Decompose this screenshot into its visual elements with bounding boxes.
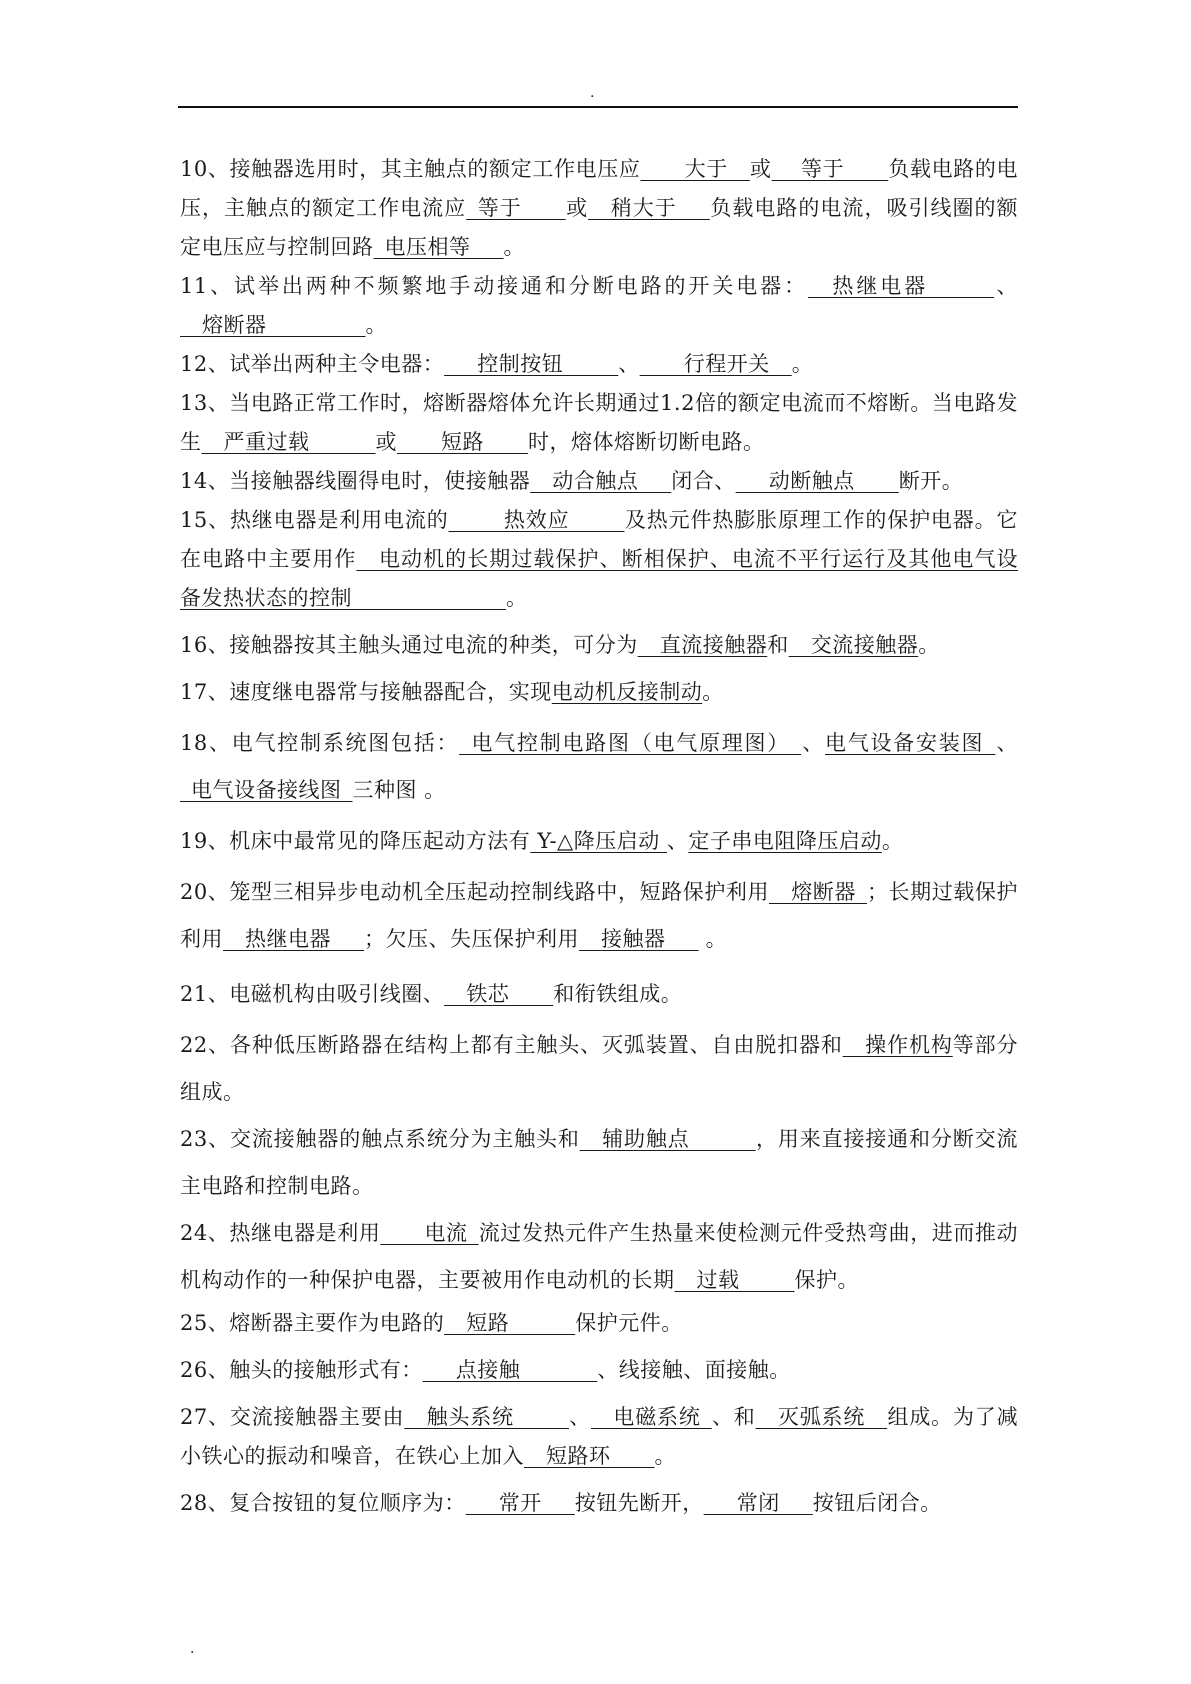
- question-19: [180, 822, 1018, 861]
- answer-blank: __ 等于____: [771, 157, 889, 181]
- question-27: [180, 1398, 1018, 1476]
- answer-blank: _电气设备接线图_: [180, 778, 353, 802]
- question-text: 、: [801, 731, 826, 755]
- answer-blank: __熔断器_: [769, 880, 867, 904]
- question-text: 、: [994, 274, 1018, 298]
- question-text: 16、接触器按其主触头通过电流的种类，可分为: [180, 633, 638, 657]
- question-text: ；欠压、失压保护利用: [364, 927, 579, 951]
- answer-blank: 电气设备安装图_: [825, 731, 996, 755]
- question-text: 28、复合按钮的复位顺序为：: [180, 1491, 466, 1515]
- question-text: 。: [503, 235, 525, 259]
- answer-blank: __交流接触器: [788, 633, 919, 657]
- question-text: 或: [749, 157, 772, 181]
- question-text: 21、电磁机构由吸引线圈、: [180, 982, 445, 1006]
- question-text: 23、交流接触器的触点系统分为主触头和: [180, 1127, 580, 1151]
- question-text: 等部分组成。: [180, 1033, 1019, 1104]
- answer-blank: __热继电器___: [223, 927, 364, 951]
- question-text: 。: [918, 633, 940, 657]
- question-text: 闭合、: [671, 469, 736, 493]
- answer-blank: ____大于__: [640, 157, 750, 181]
- question-16: [180, 626, 1018, 665]
- question-text: 。: [365, 313, 387, 337]
- question-text: 20、笼型三相异步电动机全压起动控制线路中，短路保护利用: [180, 880, 770, 904]
- question-text: 按钮后闭合。: [812, 1491, 942, 1515]
- question-text: 、线接触、面接触。: [597, 1358, 791, 1382]
- question-text: 、和: [711, 1405, 756, 1429]
- question-text: 26、触头的接触形式有：: [180, 1358, 423, 1382]
- answer-blank: _电气控制电路图（电气原理图）_: [459, 731, 801, 755]
- question-text: 15、热继电器是利用电流的: [180, 508, 449, 532]
- question-22: [180, 1022, 1018, 1116]
- question-14: [180, 462, 1018, 501]
- answer-blank: ___控制按钮_____: [444, 352, 619, 376]
- answer-blank: __操作机构: [842, 1033, 953, 1057]
- answer-blank: __直流接触器: [637, 633, 768, 657]
- question-text: 和衔铁组成。: [553, 982, 683, 1006]
- question-text: 、: [568, 1405, 592, 1429]
- question-text: 、: [618, 352, 640, 376]
- question-15: [180, 501, 1018, 618]
- question-text: 或: [375, 430, 397, 454]
- question-26: [180, 1351, 1018, 1390]
- question-text: 、: [995, 731, 1019, 755]
- answer-blank: __短路______: [444, 1311, 576, 1335]
- question-text: 27、交流接触器主要由: [180, 1405, 405, 1429]
- answer-blank: ____短路____: [397, 430, 528, 454]
- answer-blank: __严重过载______: [201, 430, 376, 454]
- answer-blank: _电压相等___: [373, 235, 504, 259]
- answer-blank: ____行程开关__: [639, 352, 792, 376]
- question-text: 14、当接触器线圈得电时，使接触器: [180, 469, 531, 493]
- question-10: [180, 150, 1018, 267]
- question-text: 19、机床中最常见的降压起动方法有: [180, 829, 531, 853]
- question-text: 11、试举出两种不频繁地手动接通和分断电路的开关电器：: [180, 274, 808, 298]
- question-28: [180, 1484, 1018, 1523]
- question-text: 。: [698, 927, 728, 951]
- question-21: [180, 975, 1018, 1014]
- answer-blank: __熔断器_________: [180, 313, 366, 337]
- question-text: 断开。: [898, 469, 964, 493]
- question-text: 25、熔断器主要作为电路的: [180, 1311, 445, 1335]
- answer-blank: __辅助触点______: [579, 1127, 756, 1151]
- question-24: [180, 1210, 1018, 1304]
- question-13: [180, 384, 1018, 462]
- question-text: 。: [654, 1444, 676, 1468]
- answer-blank: _____热效应_____: [448, 508, 625, 532]
- answer-blank: Y-△降压启动: [530, 829, 667, 853]
- question-text: 和: [767, 633, 789, 657]
- answer-blank: ___动断触点____: [735, 469, 899, 493]
- answer-blank: __铁芯____: [444, 982, 554, 1006]
- question-text: ，用来直接接通和分断交流主电路和控制电路。: [180, 1127, 1019, 1198]
- question-17: [180, 673, 1018, 712]
- answer-blank: ___常开___: [465, 1491, 575, 1515]
- answer-blank: 定子串电阻降压启动: [688, 829, 882, 853]
- question-20: [180, 869, 1018, 963]
- question-text: 。: [702, 680, 724, 704]
- answer-blank: __短路环____: [524, 1444, 655, 1468]
- header-rule: [178, 106, 1018, 108]
- question-text: 及热元件热膨胀原理工作的保护电器。它在电路中主要用作: [180, 508, 1019, 571]
- question-text: 、: [666, 829, 689, 853]
- question-text: 三种图 。: [352, 778, 446, 802]
- answer-blank: __灭弧系统__: [755, 1405, 888, 1429]
- answer-blank: _等于____: [466, 196, 566, 220]
- answer-blank: __电动机的长期过载保护、断相保护、电流不平行运行及其他电气设备发热状态的控制______________: [180, 547, 1019, 610]
- question-text: 组成。为了减小铁心的振动和噪音，在铁心上加入: [180, 1405, 1019, 1468]
- answer-blank: __接触器___: [579, 927, 699, 951]
- question-list: [180, 150, 1018, 1523]
- question-text: 保护。: [794, 1268, 859, 1292]
- question-18: [180, 720, 1018, 814]
- question-text: 。: [506, 586, 528, 610]
- question-text: 。: [791, 352, 814, 376]
- question-text: ；长期过载保护利用: [180, 880, 1018, 951]
- question-text: 负载电路的电压，主触点的额定工作电流应: [180, 157, 1019, 220]
- answer-blank: ___常闭___: [703, 1491, 813, 1515]
- question-text: 按钮先断开，: [574, 1491, 704, 1515]
- answer-blank: __动合触点___: [530, 469, 672, 493]
- question-text: 22、各种低压断路器在结构上都有主触头、灭弧装置、自由脱扣器和: [180, 1033, 843, 1057]
- answer-blank: ___点接触_______: [422, 1358, 598, 1382]
- question-11: [180, 267, 1018, 345]
- question-text: 17、速度继电器常与接触器配合，实现: [180, 680, 552, 704]
- question-23: [180, 1116, 1018, 1210]
- question-text: 10、接触器选用时，其主触点的额定工作电压应: [180, 157, 641, 181]
- question-text: 负载电路的电流，吸引线圈的额定电压应与控制回路: [180, 196, 1019, 259]
- question-text: 时，熔体熔断切断电路。: [528, 430, 765, 454]
- question-25: [180, 1304, 1018, 1343]
- question-text: 24、热继电器是利用: [180, 1221, 381, 1245]
- question-text: 保护元件。: [575, 1311, 683, 1335]
- question-text: 流过发热元件产生热量来使检测元件受热弯曲，进而推动机构动作的一种保护电器，主要被用作电动机的长期: [180, 1221, 1019, 1292]
- answer-blank: __稍大于___: [588, 196, 710, 220]
- question-text: 或: [565, 196, 589, 220]
- footer-mark: .: [190, 1641, 195, 1657]
- question-12: [180, 345, 1018, 384]
- answer-blank: __热继电器______: [808, 274, 995, 298]
- question-text: 13、当电路正常工作时，熔断器熔体允许长期通过1.2倍的额定电流而不熔断。当电路发生: [180, 391, 1018, 454]
- question-text: 18、电气控制系统图包括：: [180, 731, 460, 755]
- header-mark: .: [590, 85, 595, 101]
- answer-blank: __电磁系统_: [591, 1405, 712, 1429]
- answer-blank: ____电流_: [380, 1221, 479, 1245]
- answer-blank: __过载_____: [674, 1268, 795, 1292]
- answer-blank: 电动机反接制动: [551, 680, 703, 704]
- answer-blank: __触头系统_____: [404, 1405, 569, 1429]
- question-text: 12、试举出两种主令电器：: [180, 352, 445, 376]
- question-text: 。: [881, 829, 904, 853]
